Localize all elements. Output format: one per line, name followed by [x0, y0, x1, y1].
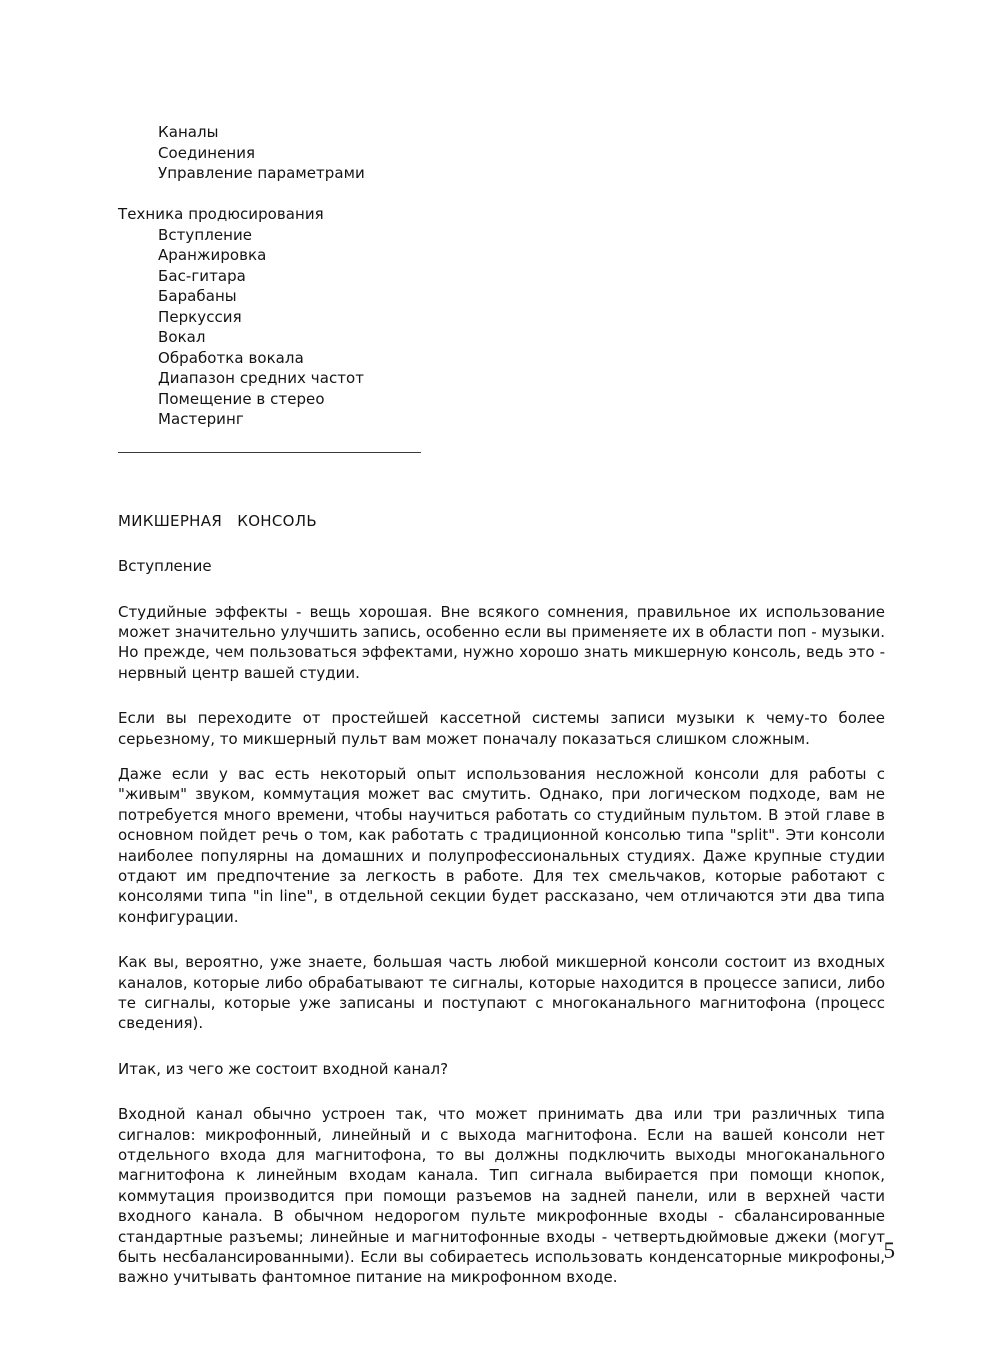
toc-item: Вокал	[158, 328, 206, 346]
paragraph-question: Итак, из чего же состоит входной канал?	[118, 1059, 449, 1078]
toc-item: Барабаны	[158, 287, 237, 305]
toc-group-one	[118, 122, 885, 184]
toc-item: Перкуссия	[158, 307, 242, 326]
toc-item: Управление параметрами	[158, 164, 365, 182]
toc-item: Аранжировка	[158, 246, 267, 264]
toc-item: Каналы	[158, 123, 219, 141]
toc-item: Обработка вокала	[158, 348, 304, 367]
page-number: 5	[883, 1238, 895, 1263]
chapter-title: МИКШЕРНАЯ КОНСОЛЬ	[118, 511, 317, 530]
section-title: Вступление	[118, 557, 212, 575]
page-content	[118, 122, 885, 1303]
paragraph-transition-a: Если вы переходите от простейшей кассетной системы записи музыки к чему-то более серьезному, то микшерный пульт вам может поначалу показаться слишком сложным.	[118, 709, 885, 748]
toc-item: Помещение в стерео	[158, 389, 325, 408]
toc-spacer	[118, 184, 885, 205]
toc-group-heading: Техника продюсирования	[118, 205, 324, 223]
toc-item: Диапазон средних частот	[158, 369, 365, 387]
paragraph-intro: Студийные эффекты - вещь хорошая. Вне всякого сомнения, правильное их использование может значительно улучшить запись, особенно если вы применяете их в области поп - музыки. Но прежде, чем пользоваться эффектами, нужно хорошо знать микшерную консоль, ведь это - нервный центр вашей студии.	[118, 602, 885, 682]
toc-group-two	[118, 204, 885, 430]
section-divider-wrap	[118, 452, 885, 466]
paragraph-input-channel: Входной канал обычно устроен так, что может принимать два или три различных типа сигналов: микрофонный, линейный и с выхода магнитофона. Если на вашей консоли нет отдельного входа для магнитофона, то вы должны подключить выходы многоканального магнитофона к линейным входам канала. Тип сигнала выбирается при помощи кнопок, коммутация производится при помощи разъемов на задней панели, или в верхней части входного канала. В обычном недорогом пульте микрофонные входы - сбалансированные стандартные разъемы; линейные и магнитофонные входы - четвертьдюймовые джеки (могут быть несбалансированными). Если вы собираетесь использовать конденсаторные микрофоны, важно учитывать фантомное питание на микрофонном входе.	[118, 1105, 885, 1287]
section-divider	[118, 452, 421, 453]
toc-item: Мастеринг	[158, 410, 244, 428]
toc-item: Соединения	[158, 143, 256, 162]
toc-item: Бас-гитара	[158, 266, 246, 285]
paragraph-transition-b: Даже если у вас есть некоторый опыт использования несложной консоли для работы с "живым" звуком, коммутация может вас смутить. Однако, при логическом подходе, вам не потребуется много времени, чтобы научиться работать со студийным пультом. В этой главе в основном пойдет речь о том, как работать с традиционной консолью типа "split". Эти консоли наиболее популярны на домашних и полупрофессиональных студиях. Даже крупные студии отдают им предпочтение за легкость в работе. Для тех смельчаков, которые работают с консолями типа "in line", в отдельной секции будет рассказано, чем отличаются эти два типа конфигурации.	[118, 764, 885, 926]
paragraph-channels: Как вы, вероятно, уже знаете, большая часть любой микшерной консоли состоит из входных каналов, которые либо обрабатывают те сигналы, которые находится в процессе записи, либо те сигналы, которые уже записаны и поступают с многоканального магнитофона (процесс сведения).	[118, 953, 885, 1033]
toc-item: Вступление	[158, 225, 253, 244]
